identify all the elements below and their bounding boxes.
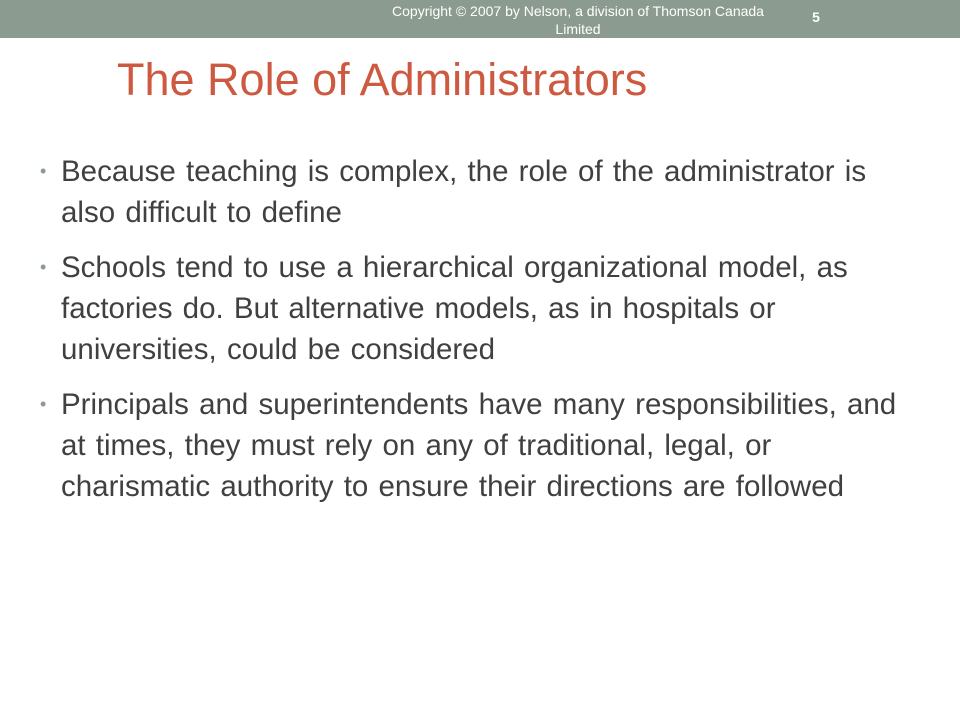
copyright-notice: Copyright © 2007 by Nelson, a division of Thomson Canada Limited bbox=[392, 3, 764, 37]
header-band bbox=[0, 0, 960, 38]
bullet-text: Because teaching is complex, the role of the administrator is also difficult to define bbox=[61, 155, 867, 229]
bullet-item bbox=[40, 151, 920, 233]
bullet-dot-icon: • bbox=[40, 257, 47, 277]
bullet-list bbox=[40, 151, 920, 521]
bullet-dot-icon: • bbox=[40, 161, 47, 181]
bullet-text: Schools tend to use a hierarchical organizational model, as factories do. But alternative models, as in hospitals or universities, could be considered bbox=[61, 251, 848, 366]
slide-title: The Role of Administrators bbox=[117, 54, 648, 105]
bullet-item bbox=[40, 247, 920, 370]
slide-number: 5 bbox=[812, 9, 820, 25]
bullet-text: Principals and superintendents have many responsibilities, and at times, they must rely on any of traditional, legal, or charismatic authority to ensure their directions are followed bbox=[61, 388, 897, 503]
bullet-item bbox=[40, 384, 920, 507]
bullet-dot-icon: • bbox=[40, 394, 47, 414]
